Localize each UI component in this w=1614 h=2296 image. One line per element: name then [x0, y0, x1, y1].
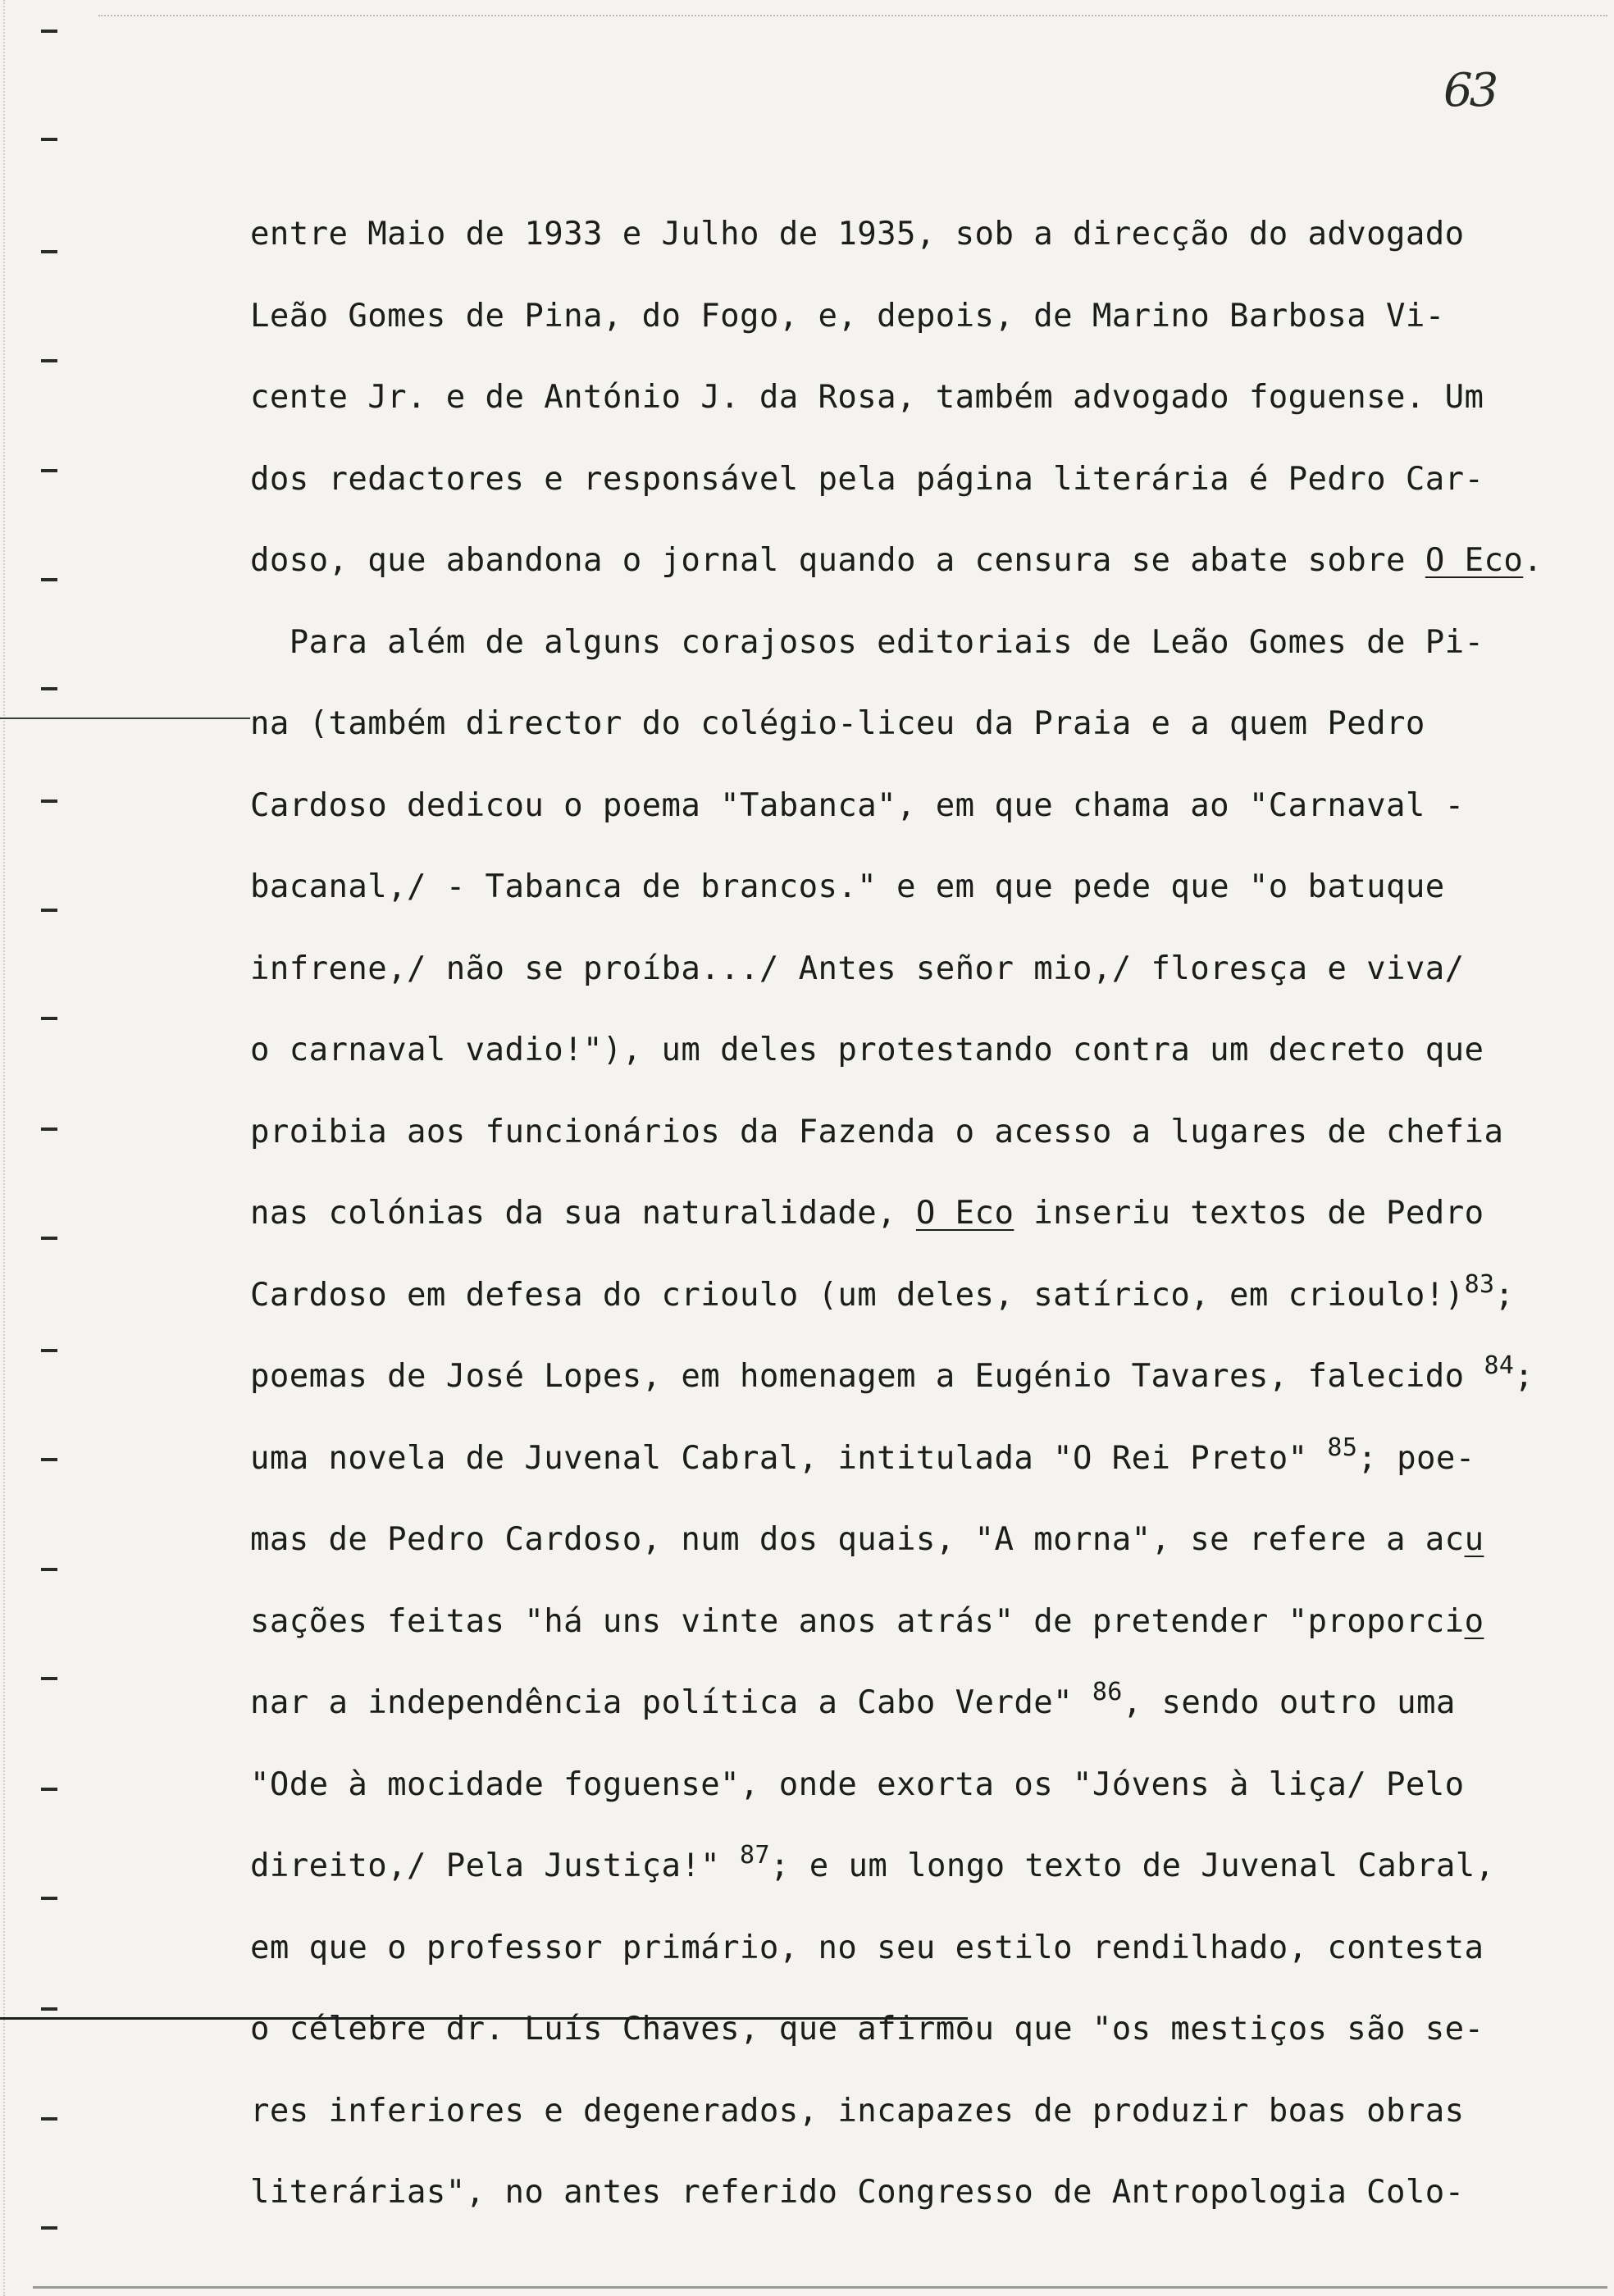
text-line-content: . [1523, 542, 1543, 579]
margin-tick [41, 1017, 57, 1020]
text-line-content: Cardoso dedicou o poema "Tabanca", em que chama ao "Carnaval - [250, 786, 1465, 824]
page-number: 63 [1443, 64, 1496, 117]
left-edge-rule [3, 0, 5, 2296]
text-line-content: mas de Pedro Cardoso, num dos quais, "A morna", se refere a ac [250, 1521, 1465, 1558]
newspaper-title: O Eco [1425, 542, 1524, 579]
margin-tick [41, 1897, 57, 1900]
text-line-content: dos redactores e responsável pela página literária é Pedro Car- [250, 460, 1484, 498]
strikethrough-rule [0, 2017, 968, 2020]
margin-tick [41, 138, 57, 141]
text-line-content: nar a independência política a Cabo Verde" [250, 1684, 1092, 1721]
text-line [250, 866, 1603, 948]
text-line-content: "Ode à mocidade foguense", onde exorta os "Jóvens à liça/ Pelo [250, 1765, 1465, 1803]
text-line [250, 1111, 1603, 1193]
text-line [250, 213, 1603, 295]
text-line [250, 458, 1603, 540]
text-line-content: inseriu textos de Pedro [1014, 1195, 1484, 1232]
text-line [250, 1601, 1603, 1683]
text-line-content: doso, que abandona o jornal quando a censura se abate sobre [250, 542, 1425, 579]
text-line-content: proibia aos funcionários da Fazenda o acesso a lugares de chefia [250, 1113, 1504, 1150]
text-line [250, 948, 1603, 1030]
hyphen-underline: o [1464, 1602, 1484, 1640]
margin-tick [41, 2117, 57, 2121]
newspaper-title: O Eco [915, 1195, 1014, 1232]
text-line [250, 785, 1603, 867]
text-line-content: res inferiores e degenerados, incapazes de produzir boas obras [250, 2092, 1465, 2130]
margin-tick [41, 2226, 57, 2230]
text-line [250, 1764, 1603, 1846]
margin-tick [41, 1788, 57, 1791]
text-line-content: o carnaval vadio!"), um deles protestando contra um decreto que [250, 1032, 1484, 1068]
text-line-content: poemas de José Lopes, em homenagem a Eugénio Tavares, falecido [250, 1358, 1484, 1395]
margin-tick [41, 1128, 57, 1131]
top-edge-rule [98, 15, 1607, 16]
text-line-content: Cardoso em defesa do crioulo (um deles, satírico, em crioulo!) [250, 1276, 1465, 1314]
text-line-content: ; [1514, 1358, 1534, 1395]
margin-tick [41, 909, 57, 912]
text-line-content: nas colónias da sua naturalidade, [250, 1195, 916, 1232]
text-line [250, 2171, 1603, 2253]
text-line [250, 295, 1603, 377]
text-line-content: , sendo outro uma [1122, 1684, 1456, 1721]
text-line [250, 703, 1603, 785]
text-line [250, 622, 1603, 704]
text-line [250, 1269, 1603, 1356]
margin-tick [41, 1349, 57, 1352]
margin-tick-marks [41, 0, 66, 2296]
text-line-content: uma novela de Juvenal Cabral, intitulada "O Rei Preto" [250, 1439, 1328, 1477]
margin-tick [41, 1237, 57, 1240]
footnote-ref: 87 [740, 1841, 770, 1870]
text-line [250, 1433, 1603, 1519]
text-line-content: direito,/ Pela Justiça!" [250, 1847, 740, 1884]
text-line [250, 540, 1603, 622]
text-line [250, 376, 1603, 458]
text-line-content: ; e um longo texto de Juvenal Cabral, [769, 1847, 1495, 1884]
text-line-content: ; poe- [1357, 1439, 1475, 1477]
text-line-content: cente Jr. e de António J. da Rosa, também advogado foguense. Um [250, 379, 1484, 416]
margin-tick [41, 30, 57, 33]
margin-tick [41, 250, 57, 253]
margin-tick [41, 800, 57, 803]
text-line-content: infrene,/ não se proíba.../ Antes señor mio,/ floresça e viva/ [250, 950, 1465, 987]
footnote-ref: 84 [1484, 1351, 1515, 1380]
text-line [250, 1927, 1603, 2009]
footnote-ref: 85 [1327, 1433, 1358, 1462]
margin-tick [41, 469, 57, 472]
text-line [250, 1519, 1603, 1601]
text-line-content: entre Maio de 1933 e Julho de 1935, sob a direcção do advogado [250, 216, 1465, 253]
text-line-content: literárias", no antes referido Congresso de Antropologia Colo- [250, 2174, 1465, 2211]
margin-pen-stroke [0, 718, 250, 719]
footnote-ref: 83 [1464, 1269, 1495, 1299]
footnote-ref: 86 [1092, 1678, 1123, 1706]
text-line-content: ; [1494, 1276, 1515, 1314]
text-line-content: na (também director do colégio-liceu da Praia e a quem Pedro [250, 705, 1425, 742]
margin-tick [41, 359, 57, 362]
margin-tick [41, 1568, 57, 1571]
text-line [250, 1192, 1603, 1274]
text-line [250, 2090, 1603, 2172]
text-line-content: o célebre dr. Luís Chaves, que afirmou que "os mestiços são se- [250, 2011, 1484, 2048]
text-line [250, 1029, 1603, 1111]
text-line-content: em que o professor primário, no seu estilo rendilhado, contesta [250, 1929, 1484, 1966]
text-line-content: sações feitas "há uns vinte anos atrás" de pretender "proporci [250, 1602, 1465, 1640]
margin-tick [41, 578, 57, 581]
margin-tick [41, 1677, 57, 1680]
margin-tick [41, 1458, 57, 1461]
text-line-content: bacanal,/ - Tabanca de brancos." e em que pede que "o batuque [250, 868, 1445, 905]
text-line [250, 1841, 1603, 1927]
text-line [250, 1351, 1603, 1437]
margin-tick [41, 2007, 57, 2011]
text-line-content: Leão Gomes de Pina, do Fogo, e, depois, de Marino Barbosa Vi- [250, 297, 1445, 335]
text-line [250, 2008, 1603, 2090]
margin-tick [41, 687, 57, 690]
bottom-edge-rule [33, 2286, 1607, 2289]
typed-body-text [250, 213, 1603, 2253]
text-line-content: Para além de alguns corajosos editoriais de Leão Gomes de Pi- [250, 623, 1484, 661]
hyphen-underline: u [1464, 1521, 1484, 1558]
text-line [250, 1678, 1603, 1764]
